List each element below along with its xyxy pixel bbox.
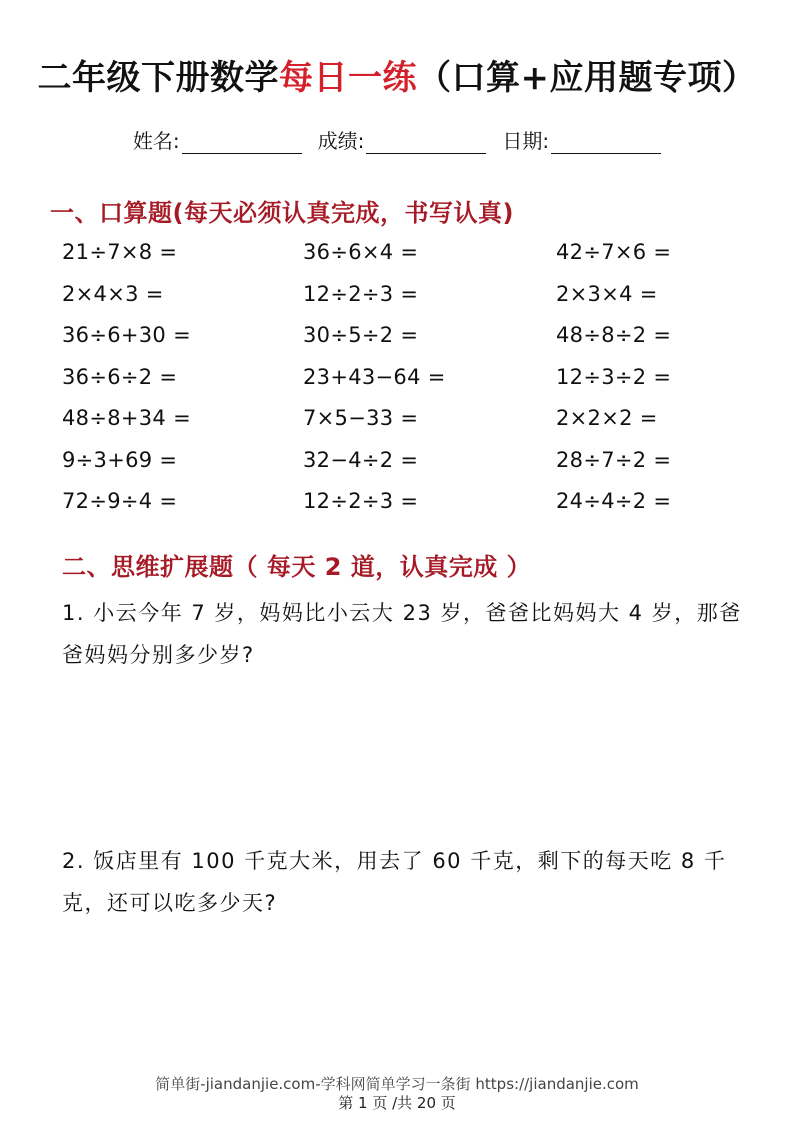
section1-heading: 一、口算题(每天必须认真完成，书写认真) xyxy=(50,199,514,227)
math-item: 42÷7×6 = xyxy=(556,240,672,264)
word-problem-1: 1. 小云今年 7 岁，妈妈比小云大 23 岁，爸爸比妈妈大 4 岁，那爸爸妈妈分别多少岁? xyxy=(62,601,742,667)
math-item: 2×2×2 = xyxy=(556,406,658,430)
math-item: 36÷6+30 = xyxy=(62,323,191,347)
math-item: 23+43−64 = xyxy=(303,364,446,389)
math-item: 7×5−33 = xyxy=(303,406,419,430)
name-blank[interactable] xyxy=(182,133,302,154)
math-item: 24÷4÷2 = xyxy=(556,489,672,513)
section2-heading: 二、思维扩展题（ 每天 2 道，认真完成 ） xyxy=(62,553,532,581)
math-item: 12÷2÷3 = xyxy=(303,489,419,513)
date-blank[interactable] xyxy=(551,133,661,154)
title-part2: （口算+应用题专项） xyxy=(417,58,757,98)
math-item: 36÷6÷2 = xyxy=(62,364,178,389)
mental-math-grid xyxy=(62,240,762,531)
math-item: 36÷6×4 = xyxy=(303,240,419,264)
math-row xyxy=(62,406,762,448)
math-item: 9÷3+69 = xyxy=(62,447,178,472)
score-field[interactable] xyxy=(318,125,487,154)
math-item: 48÷8÷2 = xyxy=(556,323,672,347)
word-problem-2: 2. 饭店里有 100 千克大米，用去了 60 千克，剩下的每天吃 8 千克，还可以吃多少天? xyxy=(62,849,727,915)
math-row xyxy=(62,448,762,490)
math-item: 21÷7×8 = xyxy=(62,240,178,264)
score-blank[interactable] xyxy=(366,133,486,154)
math-row xyxy=(62,240,762,282)
math-row xyxy=(62,323,762,365)
footer-page-number: 第 1 页 /共 20 页 xyxy=(338,1094,456,1112)
math-item: 28÷7÷2 = xyxy=(556,447,672,472)
math-row xyxy=(62,282,762,324)
student-info-row xyxy=(0,125,794,154)
page-title xyxy=(0,50,794,99)
math-item: 2×3×4 = xyxy=(556,281,658,306)
score-label: 成绩: xyxy=(317,129,365,153)
date-label: 日期: xyxy=(502,129,550,153)
math-row xyxy=(62,489,762,531)
math-item: 12÷2÷3 = xyxy=(303,281,419,306)
name-label: 姓名: xyxy=(132,129,180,153)
math-item: 30÷5÷2 = xyxy=(303,323,419,347)
math-item: 32−4÷2 = xyxy=(303,447,419,472)
title-highlight: 每日一练 xyxy=(279,58,417,98)
math-item: 48÷8+34 = xyxy=(62,406,191,430)
title-part1: 二年级下册数学 xyxy=(37,58,279,98)
math-item: 2×4×3 = xyxy=(62,281,164,306)
name-field[interactable] xyxy=(133,125,302,154)
footer-source: 简单街-jiandanjie.com-学科网简单学习一条街 https://jiandanjie.com xyxy=(155,1075,639,1093)
date-field[interactable] xyxy=(502,125,661,154)
math-item: 12÷3÷2 = xyxy=(556,364,672,389)
math-item: 72÷9÷4 = xyxy=(62,489,178,513)
math-row xyxy=(62,365,762,407)
